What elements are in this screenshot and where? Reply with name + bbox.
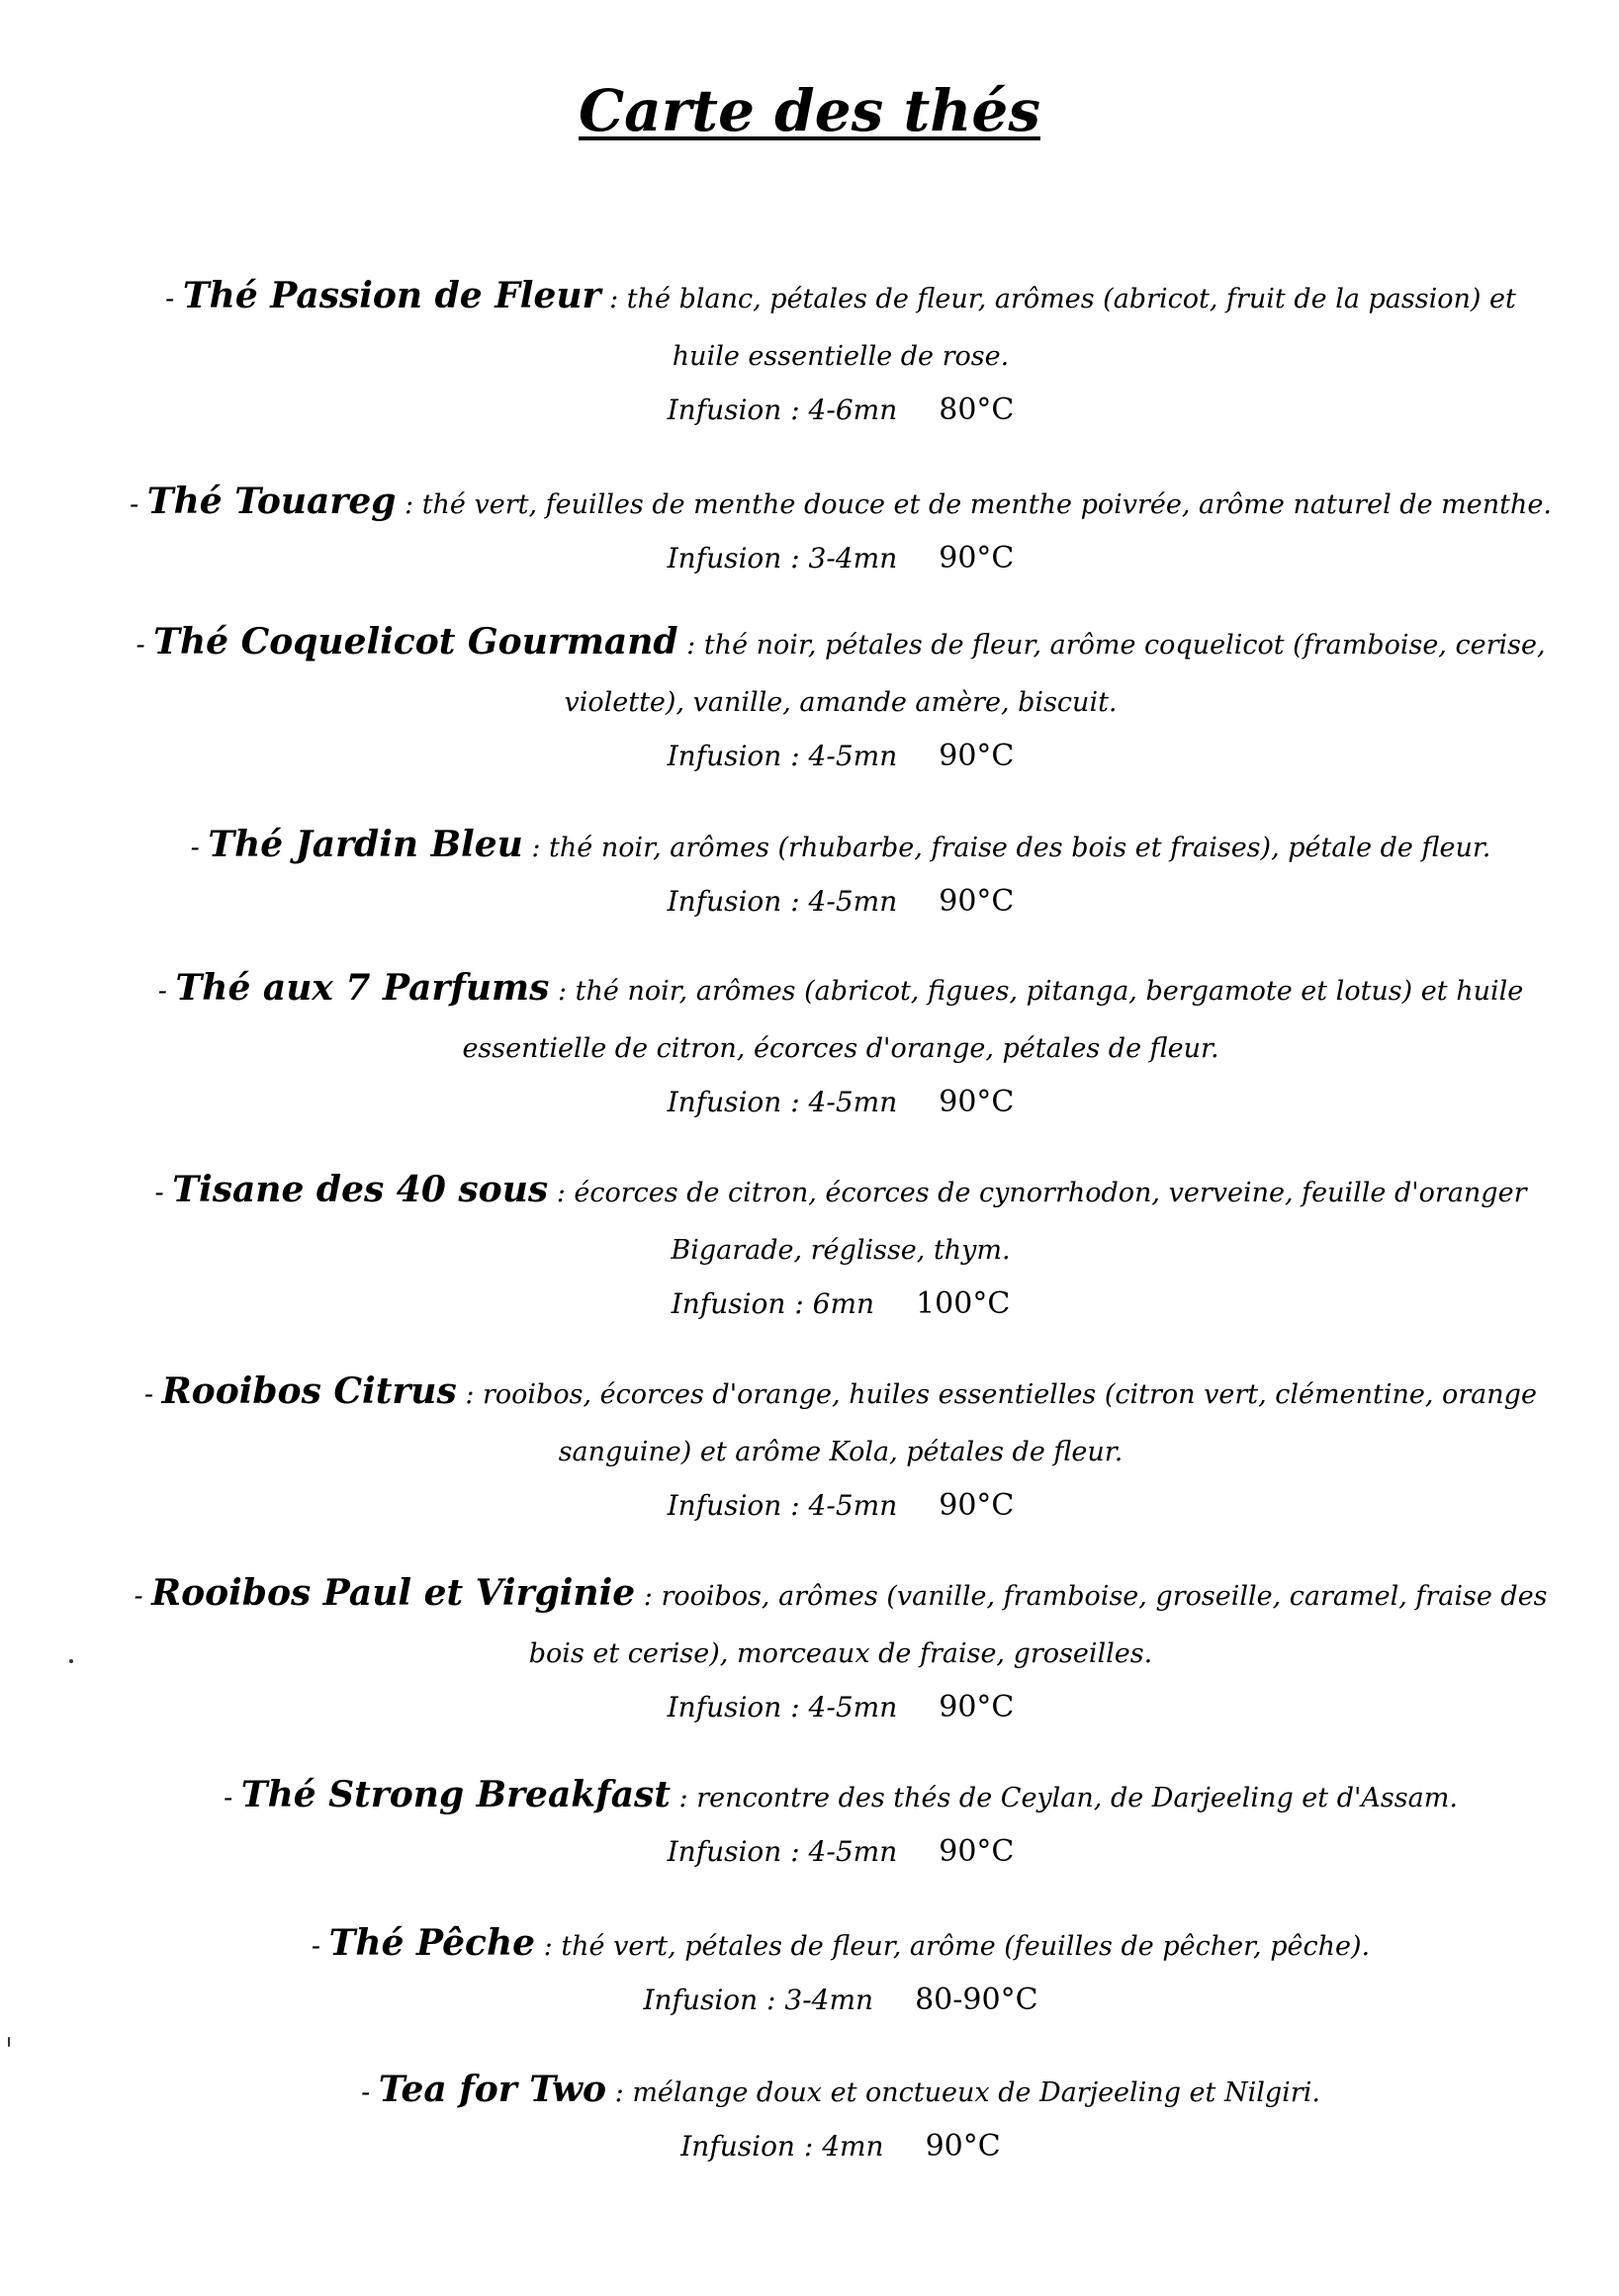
infusion-temperature: 90°C	[939, 1834, 1015, 1869]
tea-description: rencontre des thés de Ceylan, de Darjeeling et d'Assam.	[696, 1783, 1458, 1813]
tea-name: Thé Strong Breakfast	[240, 1774, 671, 1815]
entry-separator: :	[670, 1783, 697, 1813]
tea-entry	[129, 2061, 1553, 2171]
infusion-temperature: 100°C	[916, 1286, 1011, 1321]
entry-separator: :	[522, 833, 550, 863]
entry-dash: -	[135, 630, 154, 661]
entry-separator: :	[635, 1581, 662, 1612]
infusion-temperature: 90°C	[939, 541, 1015, 575]
page-title	[0, 71, 1619, 150]
tea-description: thé vert, pétales de fleur, arôme (feuilles de pêcher, pêche).	[561, 1931, 1371, 1962]
tea-entry	[129, 1766, 1553, 1877]
tea-description: thé noir, arômes (rhubarbe, fraise des bois et fraises), pétale de fleur.	[549, 833, 1491, 863]
entry-dash: -	[134, 1581, 152, 1612]
tea-description: thé vert, feuilles de menthe douce et de menthe poivrée, arôme naturel de menthe.	[421, 489, 1552, 520]
entry-dash: -	[190, 833, 209, 863]
infusion-time: Infusion : 4-5mn	[667, 1835, 898, 1868]
entry-dash: -	[165, 284, 183, 314]
tea-entry	[129, 816, 1553, 927]
tea-description: thé blanc, pétales de fleur, arômes (abricot, fruit de la passion) et huile essentielle de rose.	[626, 284, 1516, 372]
tea-entry	[129, 959, 1553, 1127]
tea-description: rooibos, écorces d'orange, huiles essentielles (citron vert, clémentine, orange sanguine) et arôme Kola, pétales de fleur.	[483, 1379, 1537, 1467]
tea-name: Rooibos Citrus	[161, 1370, 457, 1412]
infusion-temperature: 90°C	[939, 884, 1015, 919]
tea-entry	[129, 1914, 1553, 2025]
tea-name: Tisane des 40 sous	[172, 1169, 549, 1210]
entry-dash: -	[311, 1931, 329, 1962]
entry-separator: :	[600, 284, 627, 314]
entry-dash: -	[154, 1178, 173, 1208]
entry-separator: :	[606, 2077, 633, 2108]
tea-entry	[129, 473, 1553, 583]
infusion-line	[129, 386, 1553, 435]
infusion-time: Infusion : 4-5mn	[667, 1489, 898, 1522]
infusion-time: Infusion : 4-5mn	[667, 1691, 898, 1723]
tea-name: Thé Passion de Fleur	[182, 275, 601, 316]
entry-dash: -	[130, 489, 147, 520]
tea-description: mélange doux et onctueux de Darjeeling et Nilgiri.	[632, 2077, 1320, 2108]
infusion-temperature: 90°C	[939, 739, 1015, 773]
entry-dash: -	[144, 1379, 162, 1410]
infusion-line	[129, 1827, 1553, 1877]
infusion-temperature: 90°C	[939, 1488, 1015, 1523]
scan-speck	[8, 2037, 10, 2047]
entry-dash: -	[157, 976, 176, 1007]
infusion-line	[129, 1683, 1553, 1732]
entry-separator: :	[396, 489, 422, 520]
entry-dash: -	[224, 1783, 241, 1813]
infusion-temperature: 80-90°C	[915, 1983, 1038, 2017]
infusion-line	[129, 1078, 1553, 1127]
scan-speck	[69, 1659, 73, 1663]
tea-entry	[129, 1363, 1553, 1531]
entry-separator: :	[548, 1178, 575, 1208]
infusion-line	[129, 1481, 1553, 1531]
tea-name: Thé aux 7 Parfums	[175, 967, 550, 1009]
tea-entry	[129, 1564, 1553, 1732]
tea-name: Rooibos Paul et Virginie	[151, 1572, 636, 1614]
tea-description: écorces de citron, écorces de cynorrhodon, verveine, feuille d'oranger Bigarade, réglisse, thym.	[574, 1178, 1527, 1266]
infusion-time: Infusion : 6mn	[671, 1287, 875, 1320]
infusion-time: Infusion : 4mn	[680, 2130, 884, 2163]
tea-entry	[129, 613, 1553, 781]
infusion-line	[129, 1280, 1553, 1329]
tea-name: Thé Touareg	[146, 481, 397, 522]
infusion-line	[129, 2122, 1553, 2171]
page-title-text: Carte des thés	[578, 77, 1040, 144]
infusion-time: Infusion : 3-4mn	[643, 1984, 874, 2016]
infusion-line	[129, 732, 1553, 781]
infusion-temperature: 90°C	[939, 1085, 1015, 1119]
infusion-temperature: 80°C	[939, 393, 1015, 427]
tea-name: Thé Jardin Bleu	[208, 824, 523, 865]
tea-description: thé noir, pétales de fleur, arôme coquelicot (framboise, cerise, violette), vanille, amande amère, biscuit.	[564, 630, 1546, 718]
tea-name: Thé Pêche	[328, 1922, 536, 1964]
infusion-temperature: 90°C	[925, 2129, 1001, 2164]
infusion-time: Infusion : 4-5mn	[667, 740, 898, 772]
infusion-line	[129, 534, 1553, 583]
tea-description: thé noir, arômes (abricot, figues, pitanga, bergamote et lotus) et huile essentielle de citron, écorces d'orange, pétales de fleur.	[462, 976, 1524, 1064]
infusion-time: Infusion : 3-4mn	[667, 542, 898, 574]
tea-entry	[129, 1161, 1553, 1329]
infusion-time: Infusion : 4-5mn	[667, 885, 898, 918]
infusion-time: Infusion : 4-5mn	[667, 1086, 898, 1118]
entry-separator: :	[677, 630, 704, 661]
infusion-temperature: 90°C	[939, 1690, 1015, 1724]
tea-description: rooibos, arômes (vanille, framboise, groseille, caramel, fraise des bois et cerise), morceaux de fraise, groseilles.	[528, 1581, 1548, 1669]
tea-entry	[129, 267, 1553, 435]
entry-dash: -	[361, 2077, 379, 2108]
entry-separator: :	[549, 976, 576, 1007]
entry-separator: :	[535, 1931, 562, 1962]
entry-separator: :	[456, 1379, 483, 1410]
infusion-line	[129, 1976, 1553, 2025]
infusion-line	[129, 877, 1553, 927]
infusion-time: Infusion : 4-6mn	[667, 394, 898, 426]
tea-name: Tea for Two	[378, 2069, 607, 2110]
tea-name: Thé Coquelicot Gourmand	[153, 621, 678, 662]
